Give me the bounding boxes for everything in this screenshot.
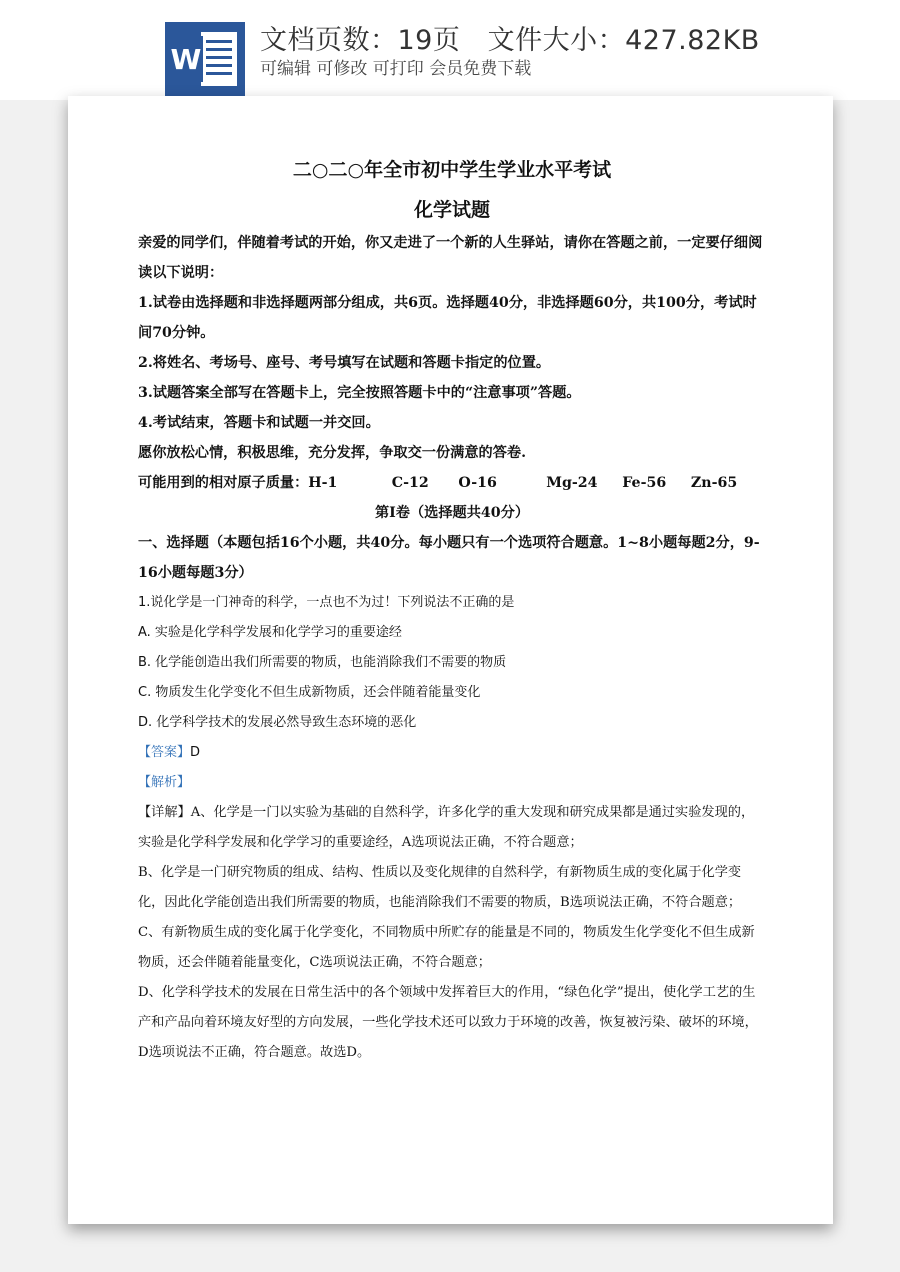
document-page	[68, 96, 833, 1224]
section-title: 一、选择题（本题包括16个小题，共40分。每小题只有一个选项符合题意。1~8小题每题2分，9-16小题每题3分）	[138, 535, 760, 581]
detail-d: D、化学科学技术的发展在日常生活中的各个领域中发挥着巨大的作用，“绿色化学”提出，使化学工艺的生产和产品向着环境友好型的方向发展，一些化学技术还可以致力于环境的改善，恢复被污染、破坏的环境，D选项说法不正确，符合题意。故选D。	[138, 985, 758, 1060]
document-content	[138, 158, 766, 1068]
atomic-mass-zn: Zn-65	[690, 475, 738, 491]
analysis-tag: 【解析】	[138, 775, 191, 790]
question-1: 1.说化学是一门神奇的科学，一点也不为过！下列说法不正确的是	[138, 595, 515, 610]
file-size-text: 文件大小：427.82KB	[487, 25, 760, 56]
word-document-icon	[165, 22, 245, 96]
option-d: D. 化学科学技术的发展必然导致生态环境的恶化	[138, 715, 417, 730]
rule-3: 3.试题答案全部写在答题卡上，完全按照答题卡中的“注意事项”答题。	[138, 385, 581, 401]
detail-a-text: A、化学是一门以实验为基础的自然科学，许多化学的重大发现和研究成果都是通过实验发现的，实验是化学科学发展和化学学习的重要途经，A选项说法正确，不符合题意；	[138, 805, 755, 850]
exam-title: 二○二○年全市初中学生学业水平考试	[292, 159, 612, 181]
option-b: B. 化学能创造出我们所需要的物质，也能消除我们不需要的物质	[138, 655, 507, 670]
analysis-line	[138, 768, 766, 798]
rule-4: 4.考试结束，答题卡和试题一并交回。	[138, 415, 380, 431]
detail-c: C、有新物质生成的变化属于化学变化，不同物质中所贮存的能量是不同的，物质发生化学变化不但生成新物质，还会伴随着能量变化，C选项说法正确，不符合题意；	[138, 925, 755, 970]
answer-line	[138, 738, 766, 768]
detail-b: B、化学是一门研究物质的组成、结构、性质以及变化规律的自然科学，有新物质生成的变化属于化学变化，因此化学能创造出我们所需要的物质，也能消除我们不需要的物质，B选项说法正确，不符合题意；	[138, 865, 742, 910]
rule-2: 2.将姓名、考场号、座号、考号填写在试题和答题卡指定的位置。	[138, 355, 551, 371]
rule-1: 1.试卷由选择题和非选择题两部分组成，共6页。选择题40分，非选择题60分，共100分，考试时间70分钟。	[138, 295, 757, 341]
option-c: C. 物质发生化学变化不但生成新物质，还会伴随着能量变化	[138, 685, 481, 700]
atomic-mass-fe: Fe-56	[622, 475, 667, 491]
download-banner	[0, 0, 900, 100]
part-title: 第Ⅰ卷（选择题共40分）	[374, 505, 530, 521]
atomic-mass-o: O-16	[458, 475, 497, 491]
svg-text:W: W	[170, 43, 202, 76]
atomic-mass-line	[138, 468, 766, 498]
atomic-mass-mg: Mg-24	[546, 475, 598, 491]
feature-list: 可编辑 可修改 可打印 会员免费下载	[260, 59, 532, 79]
detail-tag: 【详解】	[138, 805, 191, 820]
detail-a	[138, 798, 766, 858]
file-info-line	[260, 18, 760, 57]
option-a: A. 实验是化学科学发展和化学学习的重要途经	[138, 625, 402, 640]
exam-subtitle: 化学试题	[413, 199, 490, 221]
answer-tag: 【答案】	[138, 745, 191, 760]
atomic-mass-label: 可能用到的相对原子质量：	[138, 475, 309, 491]
atomic-mass-h: H-1	[308, 475, 338, 491]
wish-line: 愿你放松心情，积极思维，充分发挥，争取交一份满意的答卷.	[138, 445, 527, 461]
atomic-mass-c: C-12	[391, 475, 429, 491]
page-count-text: 文档页数：19页	[260, 25, 461, 56]
answer-value: D	[190, 745, 201, 760]
intro-paragraph: 亲爱的同学们，伴随着考试的开始，你又走进了一个新的人生驿站，请你在答题之前，一定要仔细阅读以下说明：	[138, 235, 763, 281]
